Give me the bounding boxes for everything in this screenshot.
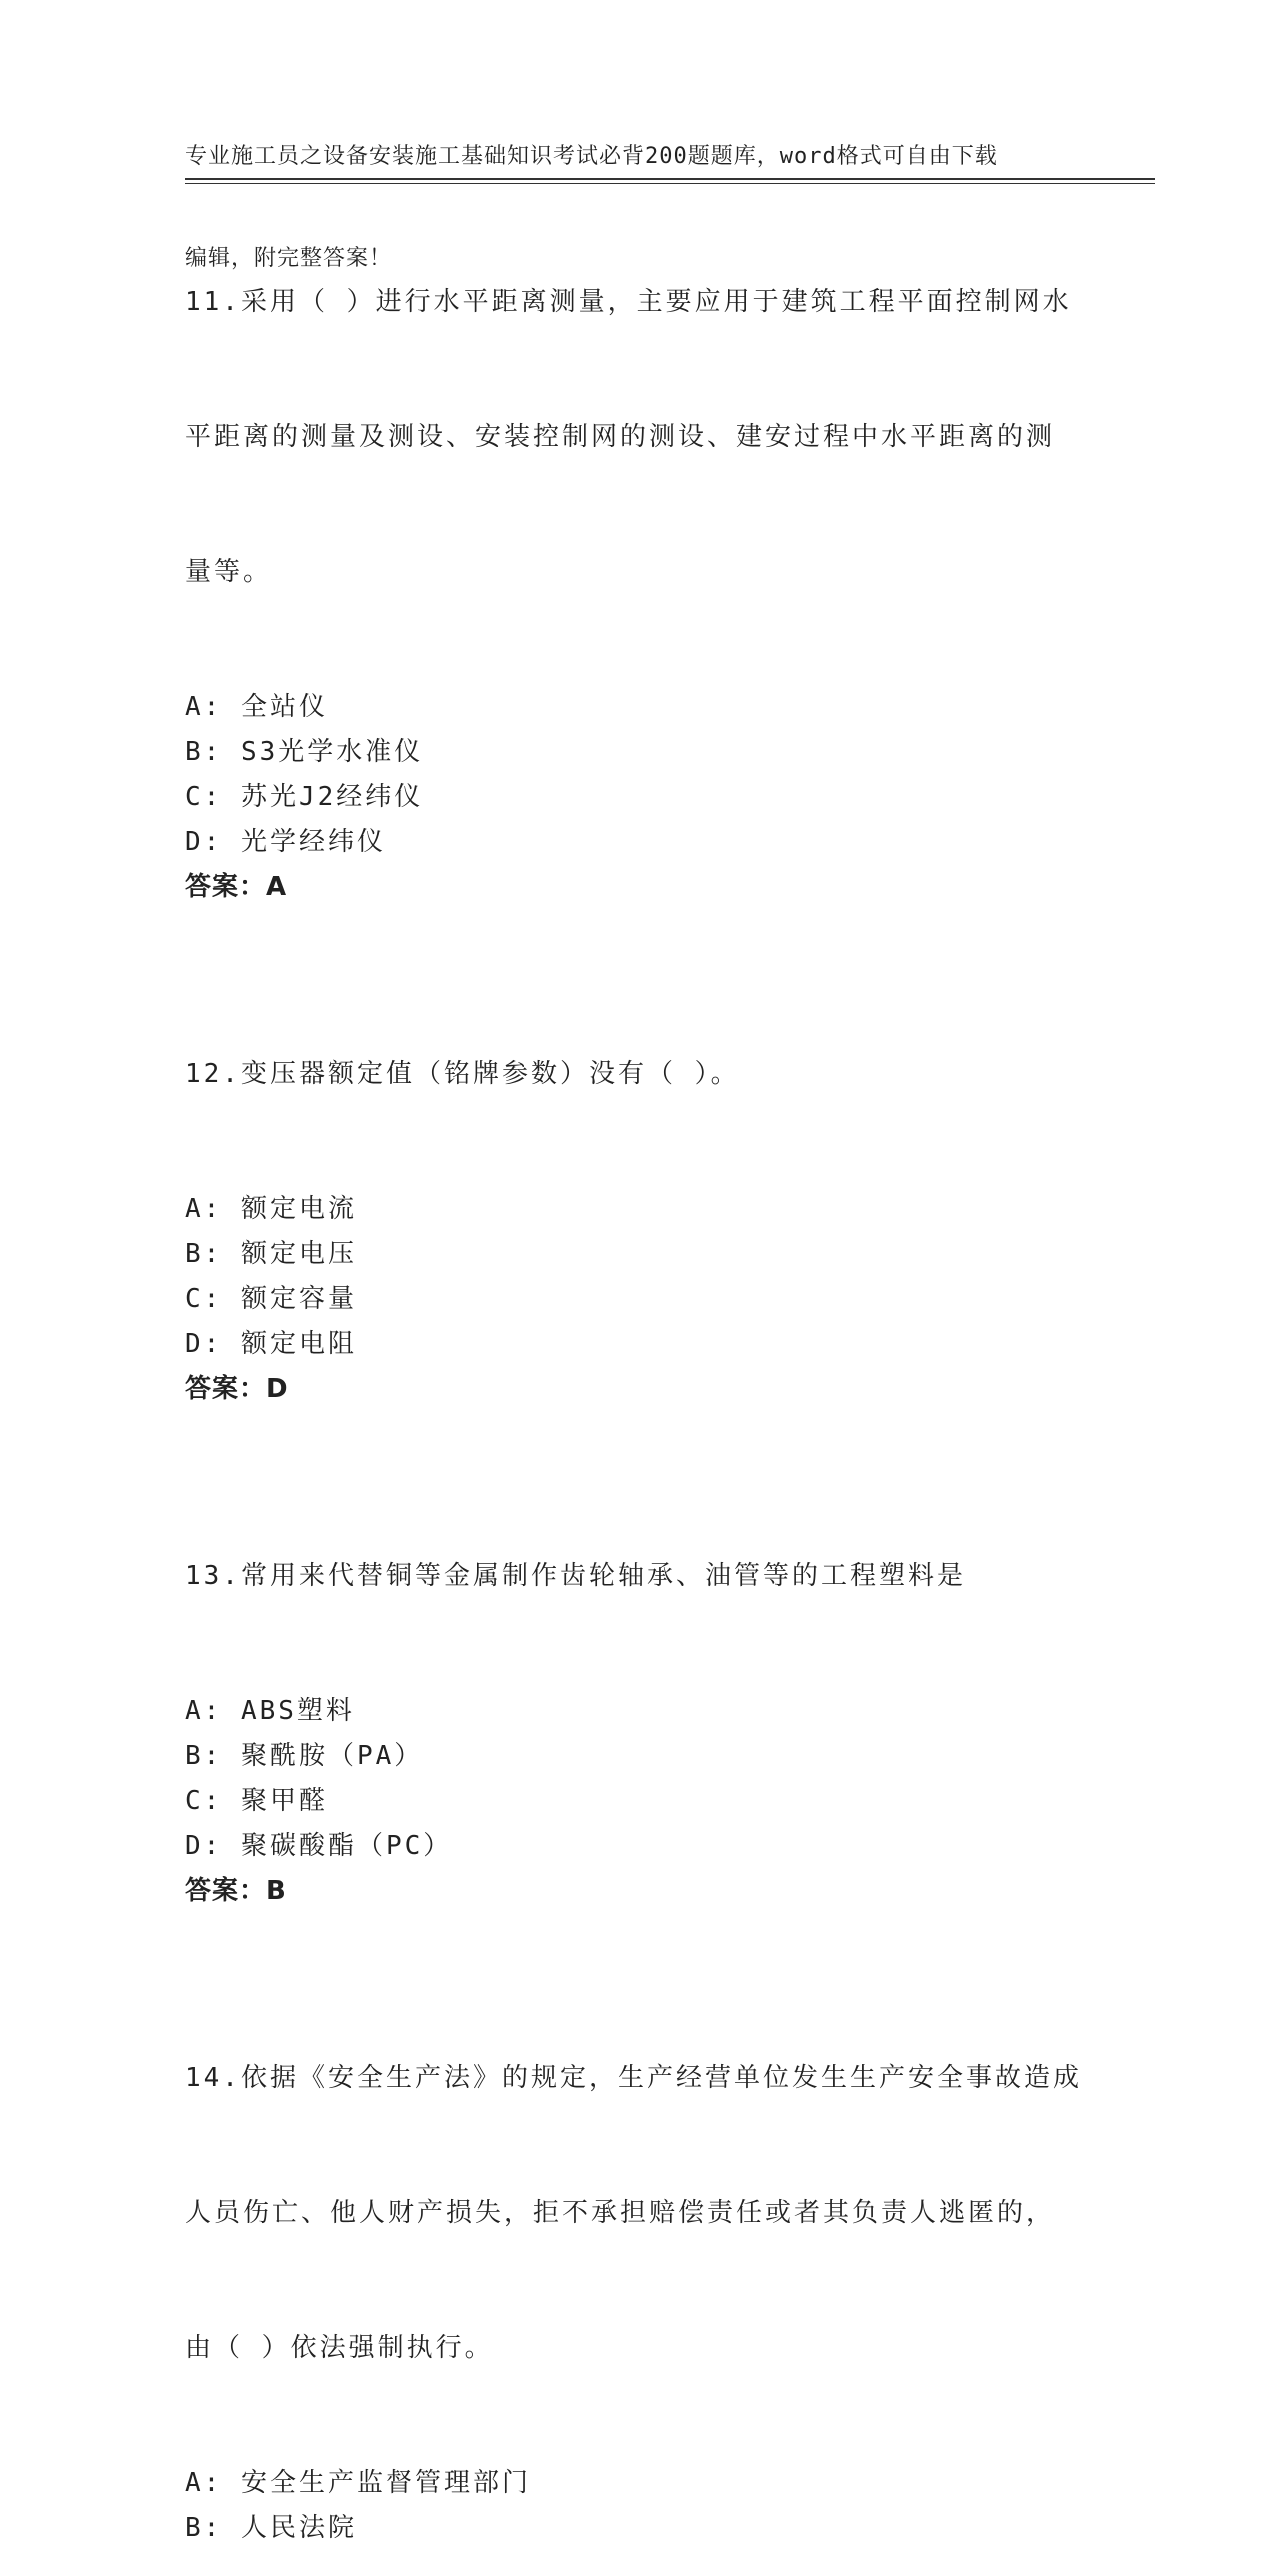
header-divider-thick	[185, 178, 1155, 180]
option-c: C: 额定容量	[185, 1284, 357, 1314]
spacer	[185, 1914, 1085, 1964]
option-c: C: 苏光J2经纬仪	[185, 782, 424, 812]
answer: 答案：A	[185, 872, 288, 902]
header-line-2: 编辑，附完整答案！	[185, 246, 393, 271]
question-stem	[185, 1462, 1085, 1689]
question-stem	[185, 960, 1085, 1187]
question-14	[185, 1964, 1085, 2551]
question-stem-line: 平距离的测量及测设、安装控制网的测设、建安过程中水平距离的测	[185, 422, 1056, 452]
header-divider-thin	[185, 183, 1155, 184]
option-a: A: ABS塑料	[185, 1696, 355, 1726]
question-stem	[185, 1964, 1085, 2461]
question-stem-line: 量等。	[185, 557, 273, 587]
header-line-1: 专业施工员之设备安装施工基础知识考试必背200题题库，word格式可自由下载	[185, 144, 998, 169]
answer: 答案：B	[185, 1876, 287, 1906]
question-stem-line: 14.依据《安全生产法》的规定，生产经营单位发生生产安全事故造成	[185, 2063, 1082, 2093]
option-b: B: S3光学水准仪	[185, 737, 424, 767]
question-list	[185, 188, 1085, 2551]
option-a: A: 全站仪	[185, 692, 328, 722]
option-a: A: 安全生产监督管理部门	[185, 2468, 531, 2498]
option-b: B: 额定电压	[185, 1239, 357, 1269]
question-stem-line: 13.常用来代替铜等金属制作齿轮轴承、油管等的工程塑料是	[185, 1561, 966, 1591]
option-d: D: 聚碳酸酯（PC）	[185, 1831, 453, 1861]
question-stem-line: 11.采用（ ）进行水平距离测量，主要应用于建筑工程平面控制网水	[185, 287, 1072, 317]
option-a: A: 额定电流	[185, 1194, 357, 1224]
option-d: D: 光学经纬仪	[185, 827, 386, 857]
option-d: D: 额定电阻	[185, 1329, 357, 1359]
answer: 答案：D	[185, 1374, 289, 1404]
spacer	[185, 910, 1085, 960]
question-12	[185, 960, 1085, 1412]
option-b: B: 聚酰胺（PA）	[185, 1741, 424, 1771]
spacer	[185, 1412, 1085, 1462]
question-13	[185, 1462, 1085, 1914]
option-c: C: 聚甲醛	[185, 1786, 328, 1816]
question-11	[185, 188, 1085, 910]
question-stem-line: 12.变压器额定值（铭牌参数）没有（ ）。	[185, 1059, 740, 1089]
question-stem-line: 人员伤亡、他人财产损失，拒不承担赔偿责任或者其负责人逃匿的，	[185, 2198, 1056, 2228]
question-stem	[185, 188, 1085, 685]
option-b: B: 人民法院	[185, 2513, 357, 2543]
question-stem-line: 由（ ）依法强制执行。	[185, 2333, 494, 2363]
